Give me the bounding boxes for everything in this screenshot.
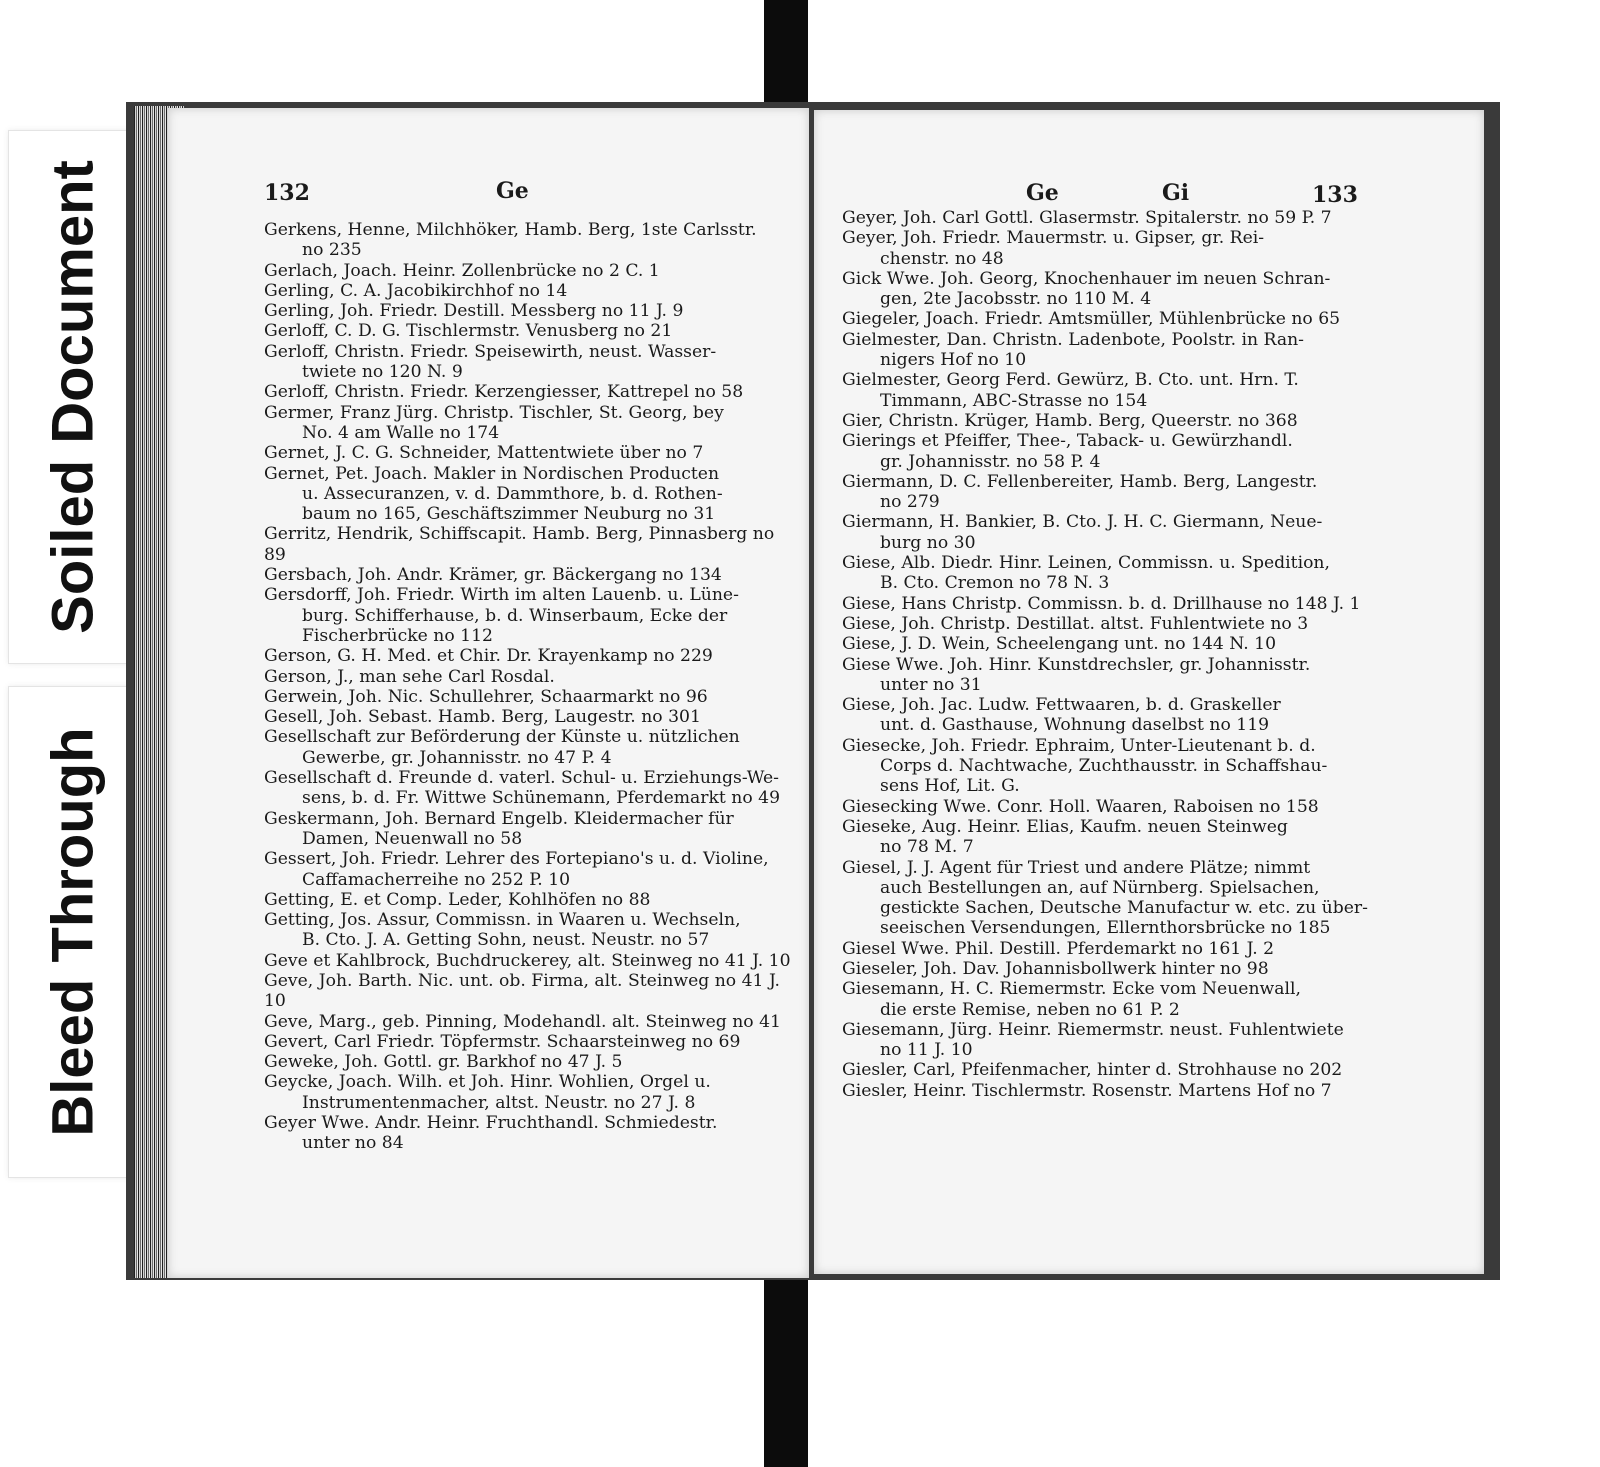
directory-entry bbox=[264, 910, 794, 951]
entry-continuation: unter no 31 bbox=[880, 674, 982, 695]
soiled-document-label bbox=[8, 130, 138, 664]
entry-line: Gerson, G. H. Med. et Chir. Dr. Krayenkamp no 229 bbox=[264, 646, 713, 667]
soiled-document-text: Soiled Document bbox=[40, 160, 106, 634]
directory-entry bbox=[264, 403, 794, 444]
entry-line: Gerloff, Christn. Friedr. Kerzengiesser, Kattrepel no 58 bbox=[264, 382, 744, 403]
entry-continuation: u. Assecuranzen, v. d. Dammthore, b. d. Rothen- bbox=[302, 483, 723, 504]
directory-entry bbox=[842, 553, 1392, 594]
entry-line: Giese Wwe. Joh. Hinr. Kunstdrechsler, gr. Johannisstr. bbox=[842, 654, 1311, 675]
entry-line: Giesemann, H. C. Riemermstr. Ecke vom Neuenwall, bbox=[842, 979, 1301, 1000]
entry-line: Giesecking Wwe. Conr. Holl. Waaren, Raboisen no 158 bbox=[842, 796, 1319, 817]
entry-line: Giese, Joh. Christp. Destillat. altst. Fuhlentwiete no 3 bbox=[842, 613, 1309, 634]
entry-continuation: burg no 30 bbox=[880, 532, 976, 553]
directory-entry bbox=[264, 321, 794, 341]
entry-line: Gesellschaft zur Beförderung der Künste u. nützlichen bbox=[264, 727, 740, 748]
directory-entry bbox=[264, 971, 794, 1012]
entry-continuation: nigers Hof no 10 bbox=[880, 350, 1027, 371]
entry-continuation: unt. d. Gasthause, Wohnung daselbst no 119 bbox=[880, 715, 1270, 736]
entry-continuation: Damen, Neuenwall no 58 bbox=[302, 828, 523, 849]
entry-line: Gierings et Pfeiffer, Thee-, Taback- u. Gewürzhandl. bbox=[842, 431, 1293, 452]
directory-entry bbox=[264, 727, 794, 768]
directory-entry bbox=[264, 342, 794, 383]
entry-continuation: baum no 165, Geschäftszimmer Neuburg no 31 bbox=[302, 504, 716, 525]
directory-entry bbox=[264, 1032, 794, 1052]
entry-line: Gesell, Joh. Sebast. Hamb. Berg, Laugestr. no 301 bbox=[264, 707, 701, 728]
entry-continuation: no 279 bbox=[880, 492, 940, 513]
entry-line: Giesel Wwe. Phil. Destill. Pferdemarkt no 161 J. 2 bbox=[842, 938, 1275, 959]
left-page-number: 132 bbox=[264, 180, 310, 206]
directory-entry bbox=[264, 687, 794, 707]
entry-continuation: sens, b. d. Fr. Wittwe Schünemann, Pferdemarkt no 49 bbox=[302, 788, 781, 809]
entry-line: Geve, Marg., geb. Pinning, Modehandl. alt. Steinweg no 41 bbox=[264, 1011, 781, 1032]
directory-entry bbox=[264, 646, 794, 666]
left-page-header: Ge bbox=[496, 178, 529, 204]
entry-line: Germer, Franz Jürg. Christp. Tischler, St. Georg, bey bbox=[264, 402, 724, 423]
binding-gutter-top bbox=[764, 0, 808, 108]
entry-line: Gevert, Carl Friedr. Töpfermstr. Schaarsteinweg no 69 bbox=[264, 1031, 741, 1052]
directory-entry bbox=[264, 809, 794, 850]
entry-line: Gerwein, Joh. Nic. Schullehrer, Schaarmarkt no 96 bbox=[264, 686, 708, 707]
entry-line: Giegeler, Joach. Friedr. Amtsmüller, Mühlenbrücke no 65 bbox=[842, 309, 1341, 330]
entry-line: Giesemann, Jürg. Heinr. Riemermstr. neust. Fuhlentwiete bbox=[842, 1019, 1344, 1040]
entry-line: Giermann, H. Bankier, B. Cto. J. H. C. Giermann, Neue- bbox=[842, 512, 1323, 533]
entry-continuation: twiete no 120 N. 9 bbox=[302, 362, 463, 383]
right-page-header-left: Ge bbox=[1026, 180, 1059, 206]
entry-line: Giesler, Heinr. Tischlermstr. Rosenstr. Martens Hof no 7 bbox=[842, 1080, 1332, 1101]
entry-line: Geweke, Joh. Gottl. gr. Barkhof no 47 J. 5 bbox=[264, 1052, 623, 1073]
entry-line: Gerloff, C. D. G. Tischlermstr. Venusberg no 21 bbox=[264, 321, 673, 342]
entry-continuation: die erste Remise, neben no 61 P. 2 bbox=[880, 999, 1180, 1020]
entry-line: Gerkens, Henne, Milchhöker, Hamb. Berg, 1ste Carlsstr. bbox=[264, 220, 757, 240]
directory-entry bbox=[842, 979, 1392, 1020]
entry-line: Geyer, Joh. Friedr. Mauermstr. u. Gipser, gr. Rei- bbox=[842, 228, 1265, 249]
directory-entry bbox=[264, 1012, 794, 1032]
binding-gutter-bottom bbox=[764, 1265, 808, 1467]
directory-entry bbox=[842, 208, 1392, 228]
directory-entry bbox=[842, 1081, 1392, 1101]
entry-continuation: Fischerbrücke no 112 bbox=[302, 625, 493, 646]
directory-entry bbox=[842, 614, 1392, 634]
directory-entry bbox=[842, 655, 1392, 696]
directory-entry bbox=[264, 443, 794, 463]
entry-line: Gernet, J. C. G. Schneider, Mattentwiete über no 7 bbox=[264, 443, 704, 464]
entry-line: Geyer, Joh. Carl Gottl. Glasermstr. Spitalerstr. no 59 P. 7 bbox=[842, 208, 1332, 228]
left-entries bbox=[264, 220, 794, 1154]
directory-entry bbox=[264, 1072, 794, 1113]
directory-entry bbox=[264, 301, 794, 321]
entry-line: Geyer Wwe. Andr. Heinr. Fruchthandl. Schmiedestr. bbox=[264, 1113, 718, 1134]
entry-line: Geve et Kahlbrock, Buchdruckerey, alt. Steinweg no 41 J. 10 bbox=[264, 950, 791, 971]
directory-entry bbox=[842, 269, 1392, 310]
entry-continuation: auch Bestellungen an, auf Nürnberg. Spielsachen, bbox=[880, 877, 1320, 898]
bleed-through-text: Bleed Through bbox=[40, 727, 106, 1137]
directory-entry bbox=[264, 951, 794, 971]
entry-line: Gier, Christn. Krüger, Hamb. Berg, Queerstr. no 368 bbox=[842, 410, 1298, 431]
right-page-number: 133 bbox=[1312, 182, 1358, 208]
entry-continuation: B. Cto. J. A. Getting Sohn, neust. Neustr. no 57 bbox=[302, 930, 710, 951]
entry-continuation: no 235 bbox=[302, 240, 362, 261]
directory-entry bbox=[842, 228, 1392, 269]
directory-entry bbox=[842, 594, 1392, 614]
entry-line: Giese, Alb. Diedr. Hinr. Leinen, Commissn. u. Spedition, bbox=[842, 553, 1330, 574]
directory-entry bbox=[264, 585, 794, 646]
right-entries bbox=[842, 208, 1392, 1101]
directory-entry bbox=[264, 464, 794, 525]
entry-line: Gerson, J., man sehe Carl Rosdal. bbox=[264, 666, 555, 687]
directory-entry bbox=[842, 695, 1392, 736]
entry-continuation: gen, 2te Jacobsstr. no 110 M. 4 bbox=[880, 289, 1152, 310]
directory-entry bbox=[842, 330, 1392, 371]
entry-line: Gielmester, Dan. Christn. Ladenbote, Poolstr. in Ran- bbox=[842, 329, 1304, 350]
entry-line: Gieseke, Aug. Heinr. Elias, Kaufm. neuen Steinweg bbox=[842, 816, 1288, 837]
entry-line: Gernet, Pet. Joach. Makler in Nordischen Producten bbox=[264, 463, 720, 484]
right-page bbox=[814, 110, 1484, 1274]
entry-line: Gesellschaft d. Freunde d. vaterl. Schul- u. Erziehungs-We- bbox=[264, 768, 779, 789]
entry-continuation: unter no 84 bbox=[302, 1133, 404, 1154]
entry-line: Giermann, D. C. Fellenbereiter, Hamb. Berg, Langestr. bbox=[842, 471, 1318, 492]
entry-line: Gessert, Joh. Friedr. Lehrer des Fortepiano's u. d. Violine, bbox=[264, 849, 769, 870]
entry-continuation: B. Cto. Cremon no 78 N. 3 bbox=[880, 573, 1110, 594]
directory-entry bbox=[842, 411, 1392, 431]
directory-entry bbox=[842, 634, 1392, 654]
directory-entry bbox=[264, 849, 794, 890]
entry-continuation: No. 4 am Walle no 174 bbox=[302, 422, 500, 443]
directory-entry bbox=[842, 370, 1392, 411]
bleed-through-label bbox=[8, 686, 138, 1178]
entry-line: Gerritz, Hendrik, Schiffscapit. Hamb. Berg, Pinnasberg no 89 bbox=[264, 524, 775, 565]
directory-entry bbox=[842, 431, 1392, 472]
directory-entry bbox=[842, 858, 1392, 939]
entry-line: Giesler, Carl, Pfeifenmacher, hinter d. Strohhause no 202 bbox=[842, 1060, 1343, 1081]
entry-line: Gerlach, Joach. Heinr. Zollenbrücke no 2 C. 1 bbox=[264, 260, 660, 281]
entry-continuation: burg. Schifferhause, b. d. Winserbaum, Ecke der bbox=[302, 605, 728, 626]
entry-line: Gick Wwe. Joh. Georg, Knochenhauer im neuen Schran- bbox=[842, 268, 1331, 289]
directory-entry bbox=[842, 472, 1392, 513]
directory-entry bbox=[842, 1020, 1392, 1061]
entry-line: Giesecke, Joh. Friedr. Ephraim, Unter-Lieutenant b. d. bbox=[842, 735, 1316, 756]
directory-entry bbox=[842, 959, 1392, 979]
directory-entry bbox=[842, 736, 1392, 797]
entry-continuation: Instrumentenmacher, altst. Neustr. no 27 J. 8 bbox=[302, 1092, 696, 1113]
directory-entry bbox=[264, 524, 794, 565]
entry-line: Gieseler, Joh. Dav. Johannisbollwerk hinter no 98 bbox=[842, 958, 1269, 979]
directory-entry bbox=[264, 220, 794, 261]
entry-line: Getting, Jos. Assur, Commissn. in Waaren u. Wechseln, bbox=[264, 910, 741, 931]
entry-continuation: no 78 M. 7 bbox=[880, 837, 974, 858]
entry-line: Giese, Joh. Jac. Ludw. Fettwaaren, b. d. Graskeller bbox=[842, 695, 1281, 716]
entry-continuation: Caffamacherreihe no 252 P. 10 bbox=[302, 869, 571, 890]
entry-line: Giese, J. D. Wein, Scheelengang unt. no 144 N. 10 bbox=[842, 634, 1277, 655]
directory-entry bbox=[842, 512, 1392, 553]
entry-line: Gersbach, Joh. Andr. Krämer, gr. Bäckergang no 134 bbox=[264, 565, 722, 586]
entry-line: Geycke, Joach. Wilh. et Joh. Hinr. Wohlien, Orgel u. bbox=[264, 1072, 711, 1093]
entry-continuation: Corps d. Nachtwache, Zuchthausstr. in Schaffshau- bbox=[880, 756, 1328, 777]
directory-entry bbox=[264, 281, 794, 301]
entry-continuation: seeischen Versendungen, Ellernthorsbrücke no 185 bbox=[880, 918, 1331, 939]
entry-continuation: sens Hof, Lit. G. bbox=[880, 776, 1020, 797]
entry-line: Gielmester, Georg Ferd. Gewürz, B. Cto. unt. Hrn. T. bbox=[842, 370, 1299, 391]
entry-continuation: gr. Johannisstr. no 58 P. 4 bbox=[880, 451, 1101, 472]
directory-entry bbox=[264, 1113, 794, 1154]
right-page-header-right: Gi bbox=[1162, 180, 1190, 206]
directory-entry bbox=[264, 667, 794, 687]
directory-entry bbox=[842, 817, 1392, 858]
entry-continuation: chenstr. no 48 bbox=[880, 248, 1004, 269]
entry-line: Geskermann, Joh. Bernard Engelb. Kleidermacher für bbox=[264, 808, 734, 829]
entry-line: Gerling, C. A. Jacobikirchhof no 14 bbox=[264, 280, 568, 301]
entry-continuation: Timmann, ABC-Strasse no 154 bbox=[880, 390, 1148, 411]
entry-line: Gerling, Joh. Friedr. Destill. Messberg no 11 J. 9 bbox=[264, 301, 684, 322]
directory-entry bbox=[842, 797, 1392, 817]
entry-line: Geve, Joh. Barth. Nic. unt. ob. Firma, alt. Steinweg no 41 J. 10 bbox=[264, 970, 780, 1012]
directory-entry bbox=[264, 1052, 794, 1072]
entry-line: Gerloff, Christn. Friedr. Speisewirth, neust. Wasser- bbox=[264, 341, 717, 362]
entry-line: Giese, Hans Christp. Commissn. b. d. Drillhause no 148 J. 1 bbox=[842, 593, 1361, 614]
entry-line: Giesel, J. J. Agent für Triest und andere Plätze; nimmt bbox=[842, 857, 1311, 878]
directory-entry bbox=[264, 261, 794, 281]
entry-continuation: gestickte Sachen, Deutsche Manufactur w. etc. zu über- bbox=[880, 898, 1368, 919]
entry-continuation: no 11 J. 10 bbox=[880, 1040, 973, 1061]
directory-entry bbox=[264, 890, 794, 910]
left-page bbox=[168, 108, 809, 1278]
directory-entry bbox=[842, 939, 1392, 959]
directory-entry bbox=[264, 707, 794, 727]
directory-entry bbox=[842, 309, 1392, 329]
directory-entry bbox=[264, 768, 794, 809]
directory-entry bbox=[264, 565, 794, 585]
directory-entry bbox=[842, 1060, 1392, 1080]
entry-line: Getting, E. et Comp. Leder, Kohlhöfen no 88 bbox=[264, 889, 651, 910]
directory-entry bbox=[264, 382, 794, 402]
entry-continuation: Gewerbe, gr. Johannisstr. no 47 P. 4 bbox=[302, 747, 612, 768]
entry-line: Gersdorff, Joh. Friedr. Wirth im alten Lauenb. u. Lüne- bbox=[264, 585, 739, 606]
